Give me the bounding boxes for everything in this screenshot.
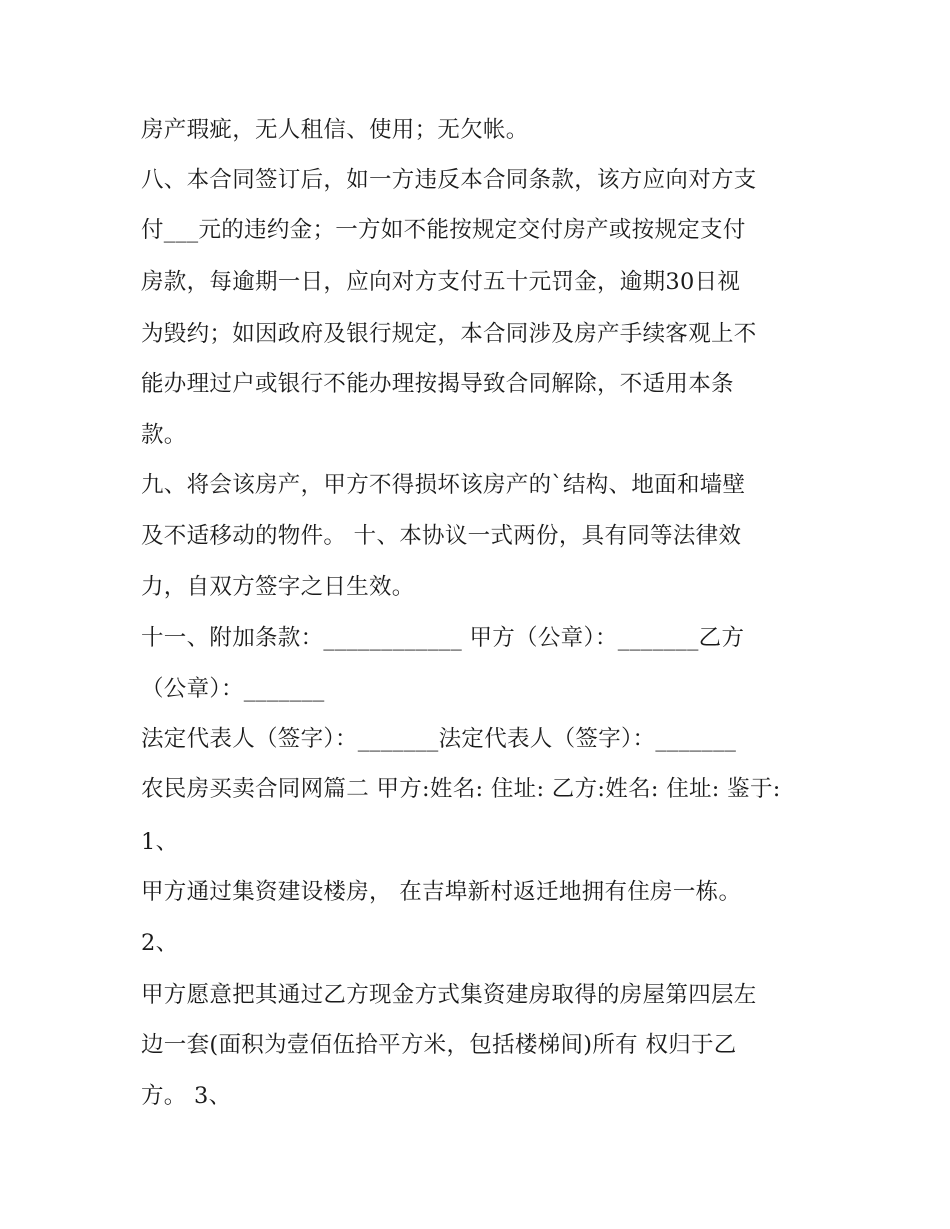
text-line: 力，自双方签字之日生效。 bbox=[141, 574, 415, 600]
text-line: 边一套(面积为壹佰伍拾平方米，包括楼梯间)所有 权归于乙 bbox=[141, 1032, 737, 1058]
text-line: 八、本合同签订后，如一方违反本合同条款，该方应向对方支 bbox=[141, 167, 757, 193]
text-line: 能办理过户或银行不能办理按揭导致合同解除，不适用本条 bbox=[141, 371, 734, 397]
text-line: 九、将会该房产，甲方不得损坏该房产的`结构、地面和墙壁 bbox=[141, 472, 746, 498]
text-line: （公章）：_______ bbox=[141, 676, 325, 702]
text-line: 款。 bbox=[141, 422, 187, 448]
text-line: 甲方愿意把其通过乙方现金方式集资建房取得的房屋第四层左 bbox=[141, 982, 757, 1008]
text-line: 法定代表人（签字）：_______法定代表人（签字）：_______ bbox=[141, 726, 737, 752]
text-line: 房款，每逾期一日，应向对方支付五十元罚金，逾期30日视 bbox=[141, 269, 741, 295]
text-line: 1、 bbox=[141, 829, 179, 855]
text-line: 甲方通过集资建设楼房， 在吉埠新村返迁地拥有住房一栋。 bbox=[141, 879, 742, 905]
text-line: 方。 3、 bbox=[141, 1083, 232, 1109]
text-line: 2、 bbox=[141, 930, 179, 956]
text-line: 农民房买卖合同网篇二 甲方:姓名: 住址: 乙方:姓名: 住址: 鉴于: bbox=[141, 776, 781, 802]
text-line: 房产瑕疵，无人租信、使用；无欠帐。 bbox=[141, 117, 529, 143]
text-line: 及不适移动的物件。 十、本协议一式两份，具有同等法律效 bbox=[141, 523, 742, 549]
text-line: 付___元的违约金；一方如不能按规定交付房产或按规定支付 bbox=[141, 217, 746, 243]
text-line: 十一、附加条款：____________ 甲方（公章）：_______乙方 bbox=[141, 625, 745, 651]
text-line: 为毁约；如因政府及银行规定，本合同涉及房产手续客观上不 bbox=[141, 321, 757, 347]
